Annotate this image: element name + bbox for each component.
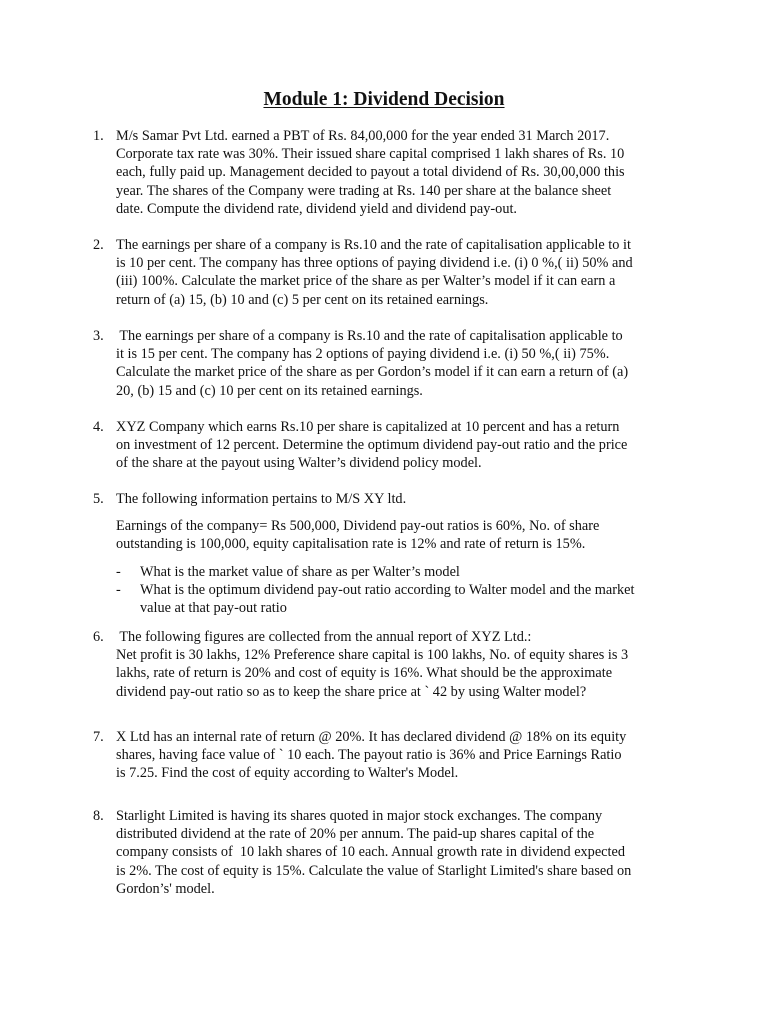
text-line: outstanding is 100,000, equity capitalisation rate is 12% and rate of return is 15%. (116, 536, 586, 553)
text-line: Net profit is 30 lakhs, 12% Preference share capital is 100 lakhs, No. of equity shares is 3 (116, 647, 629, 664)
question-number: 2. (93, 237, 104, 253)
text-line: The earnings per share of a company is Rs.10 and the rate of capitalisation applicable to it (116, 237, 631, 253)
text-line: Corporate tax rate was 30%. Their issued share capital comprised 1 lakh shares of Rs. 10 (116, 146, 625, 163)
spacer (116, 508, 672, 517)
text-line: date. Compute the dividend rate, dividend yield and dividend pay-out. (116, 200, 518, 217)
question-number: 1. (93, 128, 104, 144)
question-number: 3. (93, 328, 104, 344)
text-line: X Ltd has an internal rate of return @ 20%. It has declared dividend @ 18% on its equity (116, 729, 627, 745)
text-line: return of (a) 15, (b) 10 and (c) 5 per cent on its retained earnings. (116, 291, 489, 308)
text-line: on investment of 12 percent. Determine the optimum dividend pay-out ratio and the price (116, 437, 628, 454)
spacer (116, 554, 672, 563)
text-line: year. The shares of the Company were trading at Rs. 140 per share at the balance sheet (116, 182, 612, 199)
text-line: What is the market value of share as per Walter’s model (140, 563, 460, 580)
question-text (116, 127, 672, 218)
text-line: is 10 per cent. The company has three options of paying dividend i.e. (i) 0 %,( ii) 50% and (116, 255, 633, 272)
question-text (116, 628, 672, 701)
text-line: company consists of 10 lakh shares of 10 each. Annual growth rate in dividend expected (116, 844, 625, 861)
question-number: 6. (93, 629, 104, 645)
text-line: lakhs, rate of return is 20% and cost of equity is 16%. What should be the approximate (116, 665, 613, 682)
text-line: it is 15 per cent. The company has 2 options of paying dividend i.e. (i) 50 %,( ii) 75%. (116, 346, 610, 363)
question-text (116, 807, 672, 898)
question-text (116, 236, 672, 309)
bullet-dash: - (116, 563, 121, 580)
text-line: Calculate the market price of the share as per Gordon’s model if it can earn a return of (a) (116, 364, 629, 381)
question-text (116, 418, 672, 473)
question-number: 8. (93, 808, 104, 824)
text-line: Earnings of the company= Rs 500,000, Dividend pay-out ratios is 60%, No. of share (116, 518, 600, 535)
question-text (116, 327, 672, 400)
text-line: of the share at the payout using Walter’s dividend policy model. (116, 455, 482, 472)
text-line: What is the optimum dividend pay-out ratio according to Walter model and the market (140, 581, 635, 598)
text-line: (iii) 100%. Calculate the market price of the share as per Walter’s model if it can earn a (116, 273, 616, 290)
text-line: The earnings per share of a company is Rs.10 and the rate of capitalisation applicable to (116, 328, 623, 344)
bullet-dash: - (116, 581, 121, 598)
text-line: 20, (b) 15 and (c) 10 per cent on its retained earnings. (116, 382, 423, 399)
question-number: 7. (93, 729, 104, 745)
question-number: 4. (93, 419, 104, 435)
text-line: shares, having face value of ` 10 each. The payout ratio is 36% and Price Earnings Ratio (116, 747, 622, 764)
bullet-item (116, 563, 672, 581)
bullet-item (116, 581, 672, 617)
text-line: is 2%. The cost of equity is 15%. Calculate the value of Starlight Limited's share based on (116, 862, 632, 879)
question-text (116, 728, 672, 783)
text-line: each, fully paid up. Management decided to payout a total dividend of Rs. 30,00,000 this (116, 164, 625, 181)
text-line: The following figures are collected from the annual report of XYZ Ltd.: (116, 629, 532, 645)
page-title: Module 1: Dividend Decision (263, 89, 505, 110)
text-line: distributed dividend at the rate of 20% per annum. The paid-up shares capital of the (116, 826, 595, 843)
text-line: XYZ Company which earns Rs.10 per share is capitalized at 10 percent and has a return (116, 419, 620, 435)
question-number: 5. (93, 491, 104, 507)
text-line: Gordon’s' model. (116, 880, 215, 897)
text-line: dividend pay-out ratio so as to keep the share price at ` 42 by using Walter model? (116, 683, 587, 700)
text-line: value at that pay-out ratio (140, 600, 287, 617)
question-intro: The following information pertains to M/S XY ltd. (116, 491, 407, 507)
text-line: Starlight Limited is having its shares quoted in major stock exchanges. The company (116, 808, 603, 824)
text-line: M/s Samar Pvt Ltd. earned a PBT of Rs. 84,00,000 for the year ended 31 March 2017. (116, 128, 610, 144)
question-text (116, 490, 672, 617)
text-line: is 7.25. Find the cost of equity according to Walter's Model. (116, 765, 459, 782)
